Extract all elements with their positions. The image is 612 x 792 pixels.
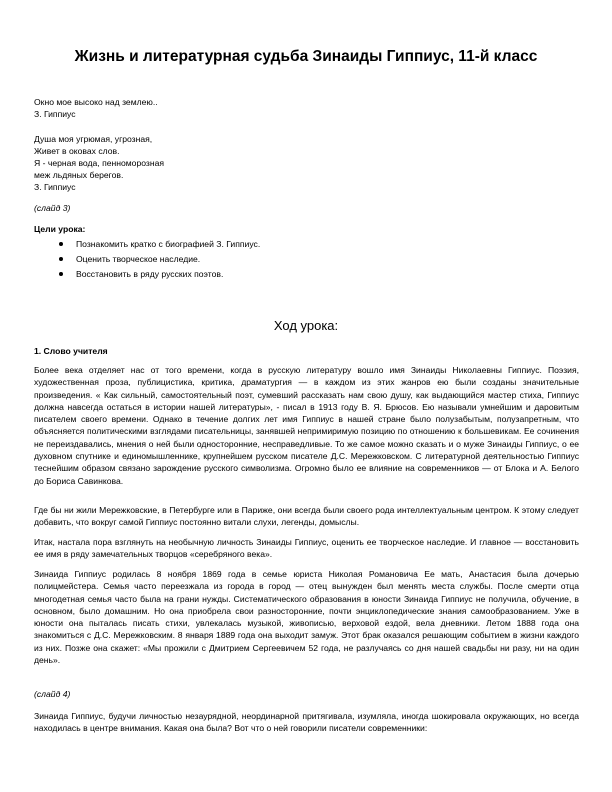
goal-text: Познакомить кратко с биографией З. Гиппиус.: [76, 239, 261, 249]
list-item: [34, 253, 260, 268]
paragraph: Более века отделяет нас от того времени, когда в русскую литературу вошло имя Зинаиды Николаевны Гиппиус. Поэзия, художественная проза, публицистика, критика, драматургия — в каждом из этих жанров ею были созданы значительные произведения. « Как сильный, самостоятельный поэт, сумевший рассказать нам свою душу, как выдающийся мастер стиха, Гиппиус должна навсегда остаться в истории нашей литературы», - писал в 1913 году В. Я. Брюсов. Ею называли умнейшим и даровитым писателем своего времени. Однако в течение долгих лет имя Гиппиус в нашей стране было полузабытым, полузапретным, что объясняется политическими взглядами писательницы, занявшей непримиримую позицию по отношению к большевикам. Ее сочинения не переиздавались, мнения о ней были односторонние, несправедливые. То же самое можно сказать и о муже Зинаиды Гиппиус, о ее духовном спутнике и единомышленнике, крупнейшем русском писателе Д.С. Мережковском. С литературной деятельностью Гиппиус теснейшим образом связано зарождение русского символизма. Огромно было ее влияние на современников — от Блока и А. Белого до Бориса Савинкова.: [34, 365, 579, 486]
paragraph: Зинаида Гиппиус родилась 8 ноября 1869 года в семье юриста Николая Романовича Ее мать, Анастасия была дочерью полицмейстера. Семья часто переезжала из города в город — отец вынужден был менять места службы. После смерти отца многодетная семья часто была на грани нужды. Систематического образования в юности Зинаида Гиппиус не получила, обучение, в основном, было домашним. Но она приобрела свои разносторонние, почти энциклопедические знания самообразованием. Уже в юности она пыталась писать стихи, увлекалась музыкой, живописью, верховой ездой, вела дневники. Летом 1888 года она знакомиться с Д.С. Мережковским. 8 января 1889 года она выходит замуж. Этот брак оказался решающим событием в жизни каждого из них. Позже она скажет: «Мы прожили с Дмитрием Сергеевичем 52 года, не разлучаясь со дня нашей свадьбы ни разу, ни на один день».: [34, 569, 579, 666]
epigraph2-line: Я - черная вода, пенноморозная: [34, 158, 165, 168]
epigraph2-line: меж льдяных берегов.: [34, 170, 124, 180]
paragraph: Итак, настала пора взглянуть на необычную личность Зинаиды Гиппиус, оценить ее творческое наследие. И главное — восстановить ее имя в ряду замечательных творцов «серебряного века».: [34, 537, 579, 560]
slide-4-note: (слайд 4): [34, 689, 71, 699]
bullet-icon: [59, 257, 63, 261]
epigraph2-author: З. Гиппиус: [34, 182, 76, 192]
goal-text: Восстановить в ряду русских поэтов.: [76, 269, 224, 279]
epigraph1-line: Окно мое высоко над землею..: [34, 97, 158, 107]
goal-text: Оценить творческое наследие.: [76, 254, 201, 264]
paragraph: Зинаида Гиппиус, будучи личностью незаурядной, неординарной притягивала, изумляла, иногда шокировала окружающих, но всегда находилась в центре внимания. Какая она была? Вот что о ней говорили писатели современники:: [34, 711, 579, 734]
page-title: Жизнь и литературная судьба Зинаиды Гиппиус, 11-й класс: [74, 48, 538, 65]
epigraph1-author: З. Гиппиус: [34, 109, 76, 119]
list-item: [34, 268, 260, 283]
list-item: [34, 238, 260, 253]
section-title: Ход урока:: [273, 318, 339, 333]
bullet-icon: [59, 242, 63, 246]
goals-heading: Цели урока:: [34, 224, 86, 234]
epigraph2-line: Душа моя угрюмая, угрозная,: [34, 134, 153, 144]
paragraph: Где бы ни жили Мережковские, в Петербурге или в Париже, они всегда были своего рода интеллектуальным центром. К этому следует добавить, что вокруг самой Гиппиус постоянно витали слухи, легенды, домыслы.: [34, 505, 579, 528]
epigraph2-line: Живет в оковах слов.: [34, 146, 120, 156]
goals-list: [34, 238, 260, 283]
step-1-heading: 1. Слово учителя: [34, 346, 108, 356]
slide-3-note: (слайд 3): [34, 203, 71, 213]
bullet-icon: [59, 272, 63, 276]
